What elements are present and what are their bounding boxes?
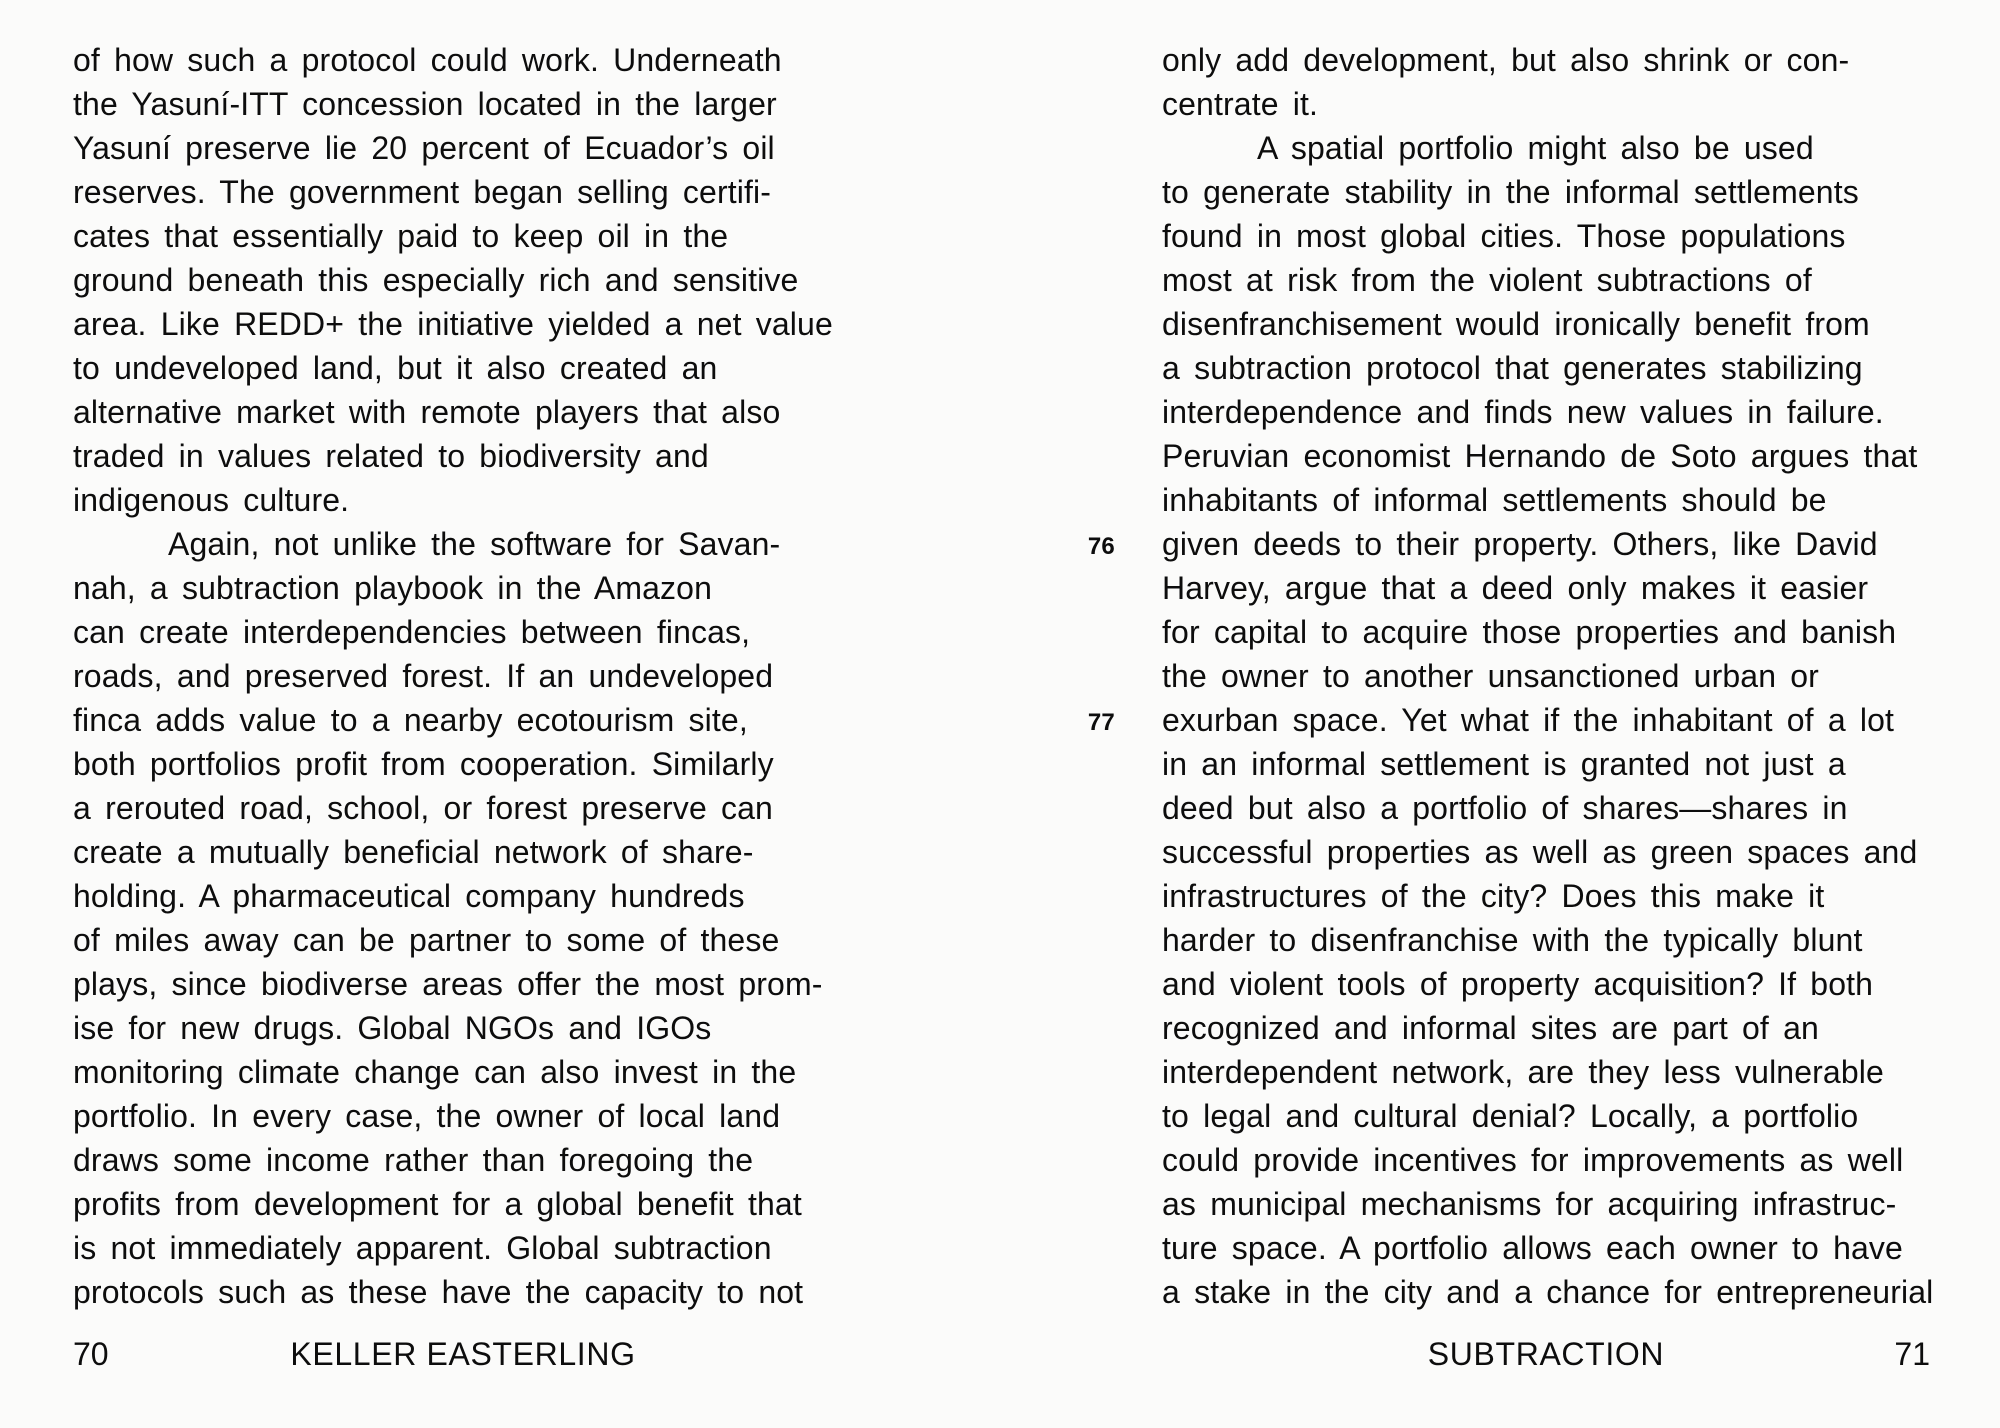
text-line: protocols such as these have the capacity to not [73,1274,804,1310]
text-line: as municipal mechanisms for acquiring infrastruc- [1162,1186,1897,1222]
text-line: interdependence and finds new values in failure. [1162,394,1884,430]
right-text-column [1162,38,1934,1314]
text-line: A spatial portfolio might also be used [1257,130,1814,166]
text-line: Harvey, argue that a deed only makes it easier [1162,570,1869,606]
text-line: ground beneath this especially rich and sensitive [73,262,799,298]
text-line: plays, since biodiverse areas offer the most prom- [73,966,823,1002]
running-head-title: SUBTRACTION [1427,1336,1665,1372]
text-line: most at risk from the violent subtractions of [1162,262,1812,298]
text-line: traded in values related to biodiversity and [73,438,709,474]
page-number-left: 70 [73,1336,109,1372]
text-line: both portfolios profit from cooperation. Similarly [73,746,774,782]
text-line: Again, not unlike the software for Savan- [168,526,781,562]
text-line: reserves. The government began selling certifi- [73,174,772,210]
text-line: of how such a protocol could work. Underneath [73,42,782,78]
text-line: in an informal settlement is granted not just a [1162,746,1846,782]
text-line: can create interdependencies between fincas, [73,614,751,650]
running-head-author: KELLER EASTERLING [290,1336,636,1372]
text-line: to undeveloped land, but it also created an [73,350,718,386]
margin-note-number: 76 [1087,533,1115,560]
text-line: ture space. A portfolio allows each owner to have [1162,1230,1903,1266]
text-line: to legal and cultural denial? Locally, a portfolio [1162,1098,1859,1134]
text-line: alternative market with remote players that also [73,394,781,430]
text-line: disenfranchisement would ironically benefit from [1162,306,1870,342]
text-line: finca adds value to a nearby ecotourism site, [73,702,748,738]
text-line: holding. A pharmaceutical company hundreds [73,878,745,914]
text-line: centrate it. [1162,86,1319,122]
text-line: only add development, but also shrink or con- [1162,42,1850,78]
text-line: monitoring climate change can also invest in the [73,1054,797,1090]
text-line: draws some income rather than foregoing the [73,1142,754,1178]
text-line: nah, a subtraction playbook in the Amazon [73,570,713,606]
text-line: Peruvian economist Hernando de Soto argues that [1162,438,1918,474]
text-line: cates that essentially paid to keep oil in the [73,218,729,254]
text-line: a rerouted road, school, or forest preserve can [73,790,773,826]
text-line: for capital to acquire those properties and banish [1162,614,1897,650]
left-text-column [73,38,853,1314]
left-page-footer [73,1332,853,1376]
text-line: Yasuní preserve lie 20 percent of Ecuador’s oil [73,130,775,166]
page-right [1000,0,2000,1428]
text-line: could provide incentives for improvements as well [1162,1142,1904,1178]
text-line: given deeds to their property. Others, like David [1162,526,1878,562]
text-line: found in most global cities. Those populations [1162,218,1846,254]
text-line: harder to disenfranchise with the typically blunt [1162,922,1863,958]
text-line: deed but also a portfolio of shares—shares in [1162,790,1848,826]
text-line: is not immediately apparent. Global subtraction [73,1230,772,1266]
text-line: a subtraction protocol that generates stabilizing [1162,350,1863,386]
text-line: profits from development for a global benefit that [73,1186,802,1222]
text-line: of miles away can be partner to some of these [73,922,780,958]
text-line: area. Like REDD+ the initiative yielded a net value [73,306,833,342]
text-line: successful properties as well as green spaces and [1162,834,1918,870]
text-line: and violent tools of property acquisition? If both [1162,966,1874,1002]
margin-note-number: 77 [1087,709,1115,736]
text-line: the Yasuní-ITT concession located in the larger [73,86,777,122]
text-line: portfolio. In every case, the owner of local land [73,1098,781,1134]
text-line: inhabitants of informal settlements should be [1162,482,1827,518]
page-number-right: 71 [1894,1336,1930,1372]
right-page-footer [1162,1332,1930,1376]
text-line: indigenous culture. [73,482,350,518]
text-line: the owner to another unsanctioned urban or [1162,658,1819,694]
text-line: ise for new drugs. Global NGOs and IGOs [73,1010,712,1046]
text-line: create a mutually beneficial network of share- [73,834,754,870]
text-line: infrastructures of the city? Does this make it [1162,878,1825,914]
text-line: a stake in the city and a chance for entrepreneurial [1162,1274,1934,1310]
text-line: to generate stability in the informal settlements [1162,174,1859,210]
text-line: roads, and preserved forest. If an undeveloped [73,658,774,694]
text-line: recognized and informal sites are part of an [1162,1010,1819,1046]
text-line: interdependent network, are they less vulnerable [1162,1054,1884,1090]
text-line: exurban space. Yet what if the inhabitant of a lot [1162,702,1895,738]
